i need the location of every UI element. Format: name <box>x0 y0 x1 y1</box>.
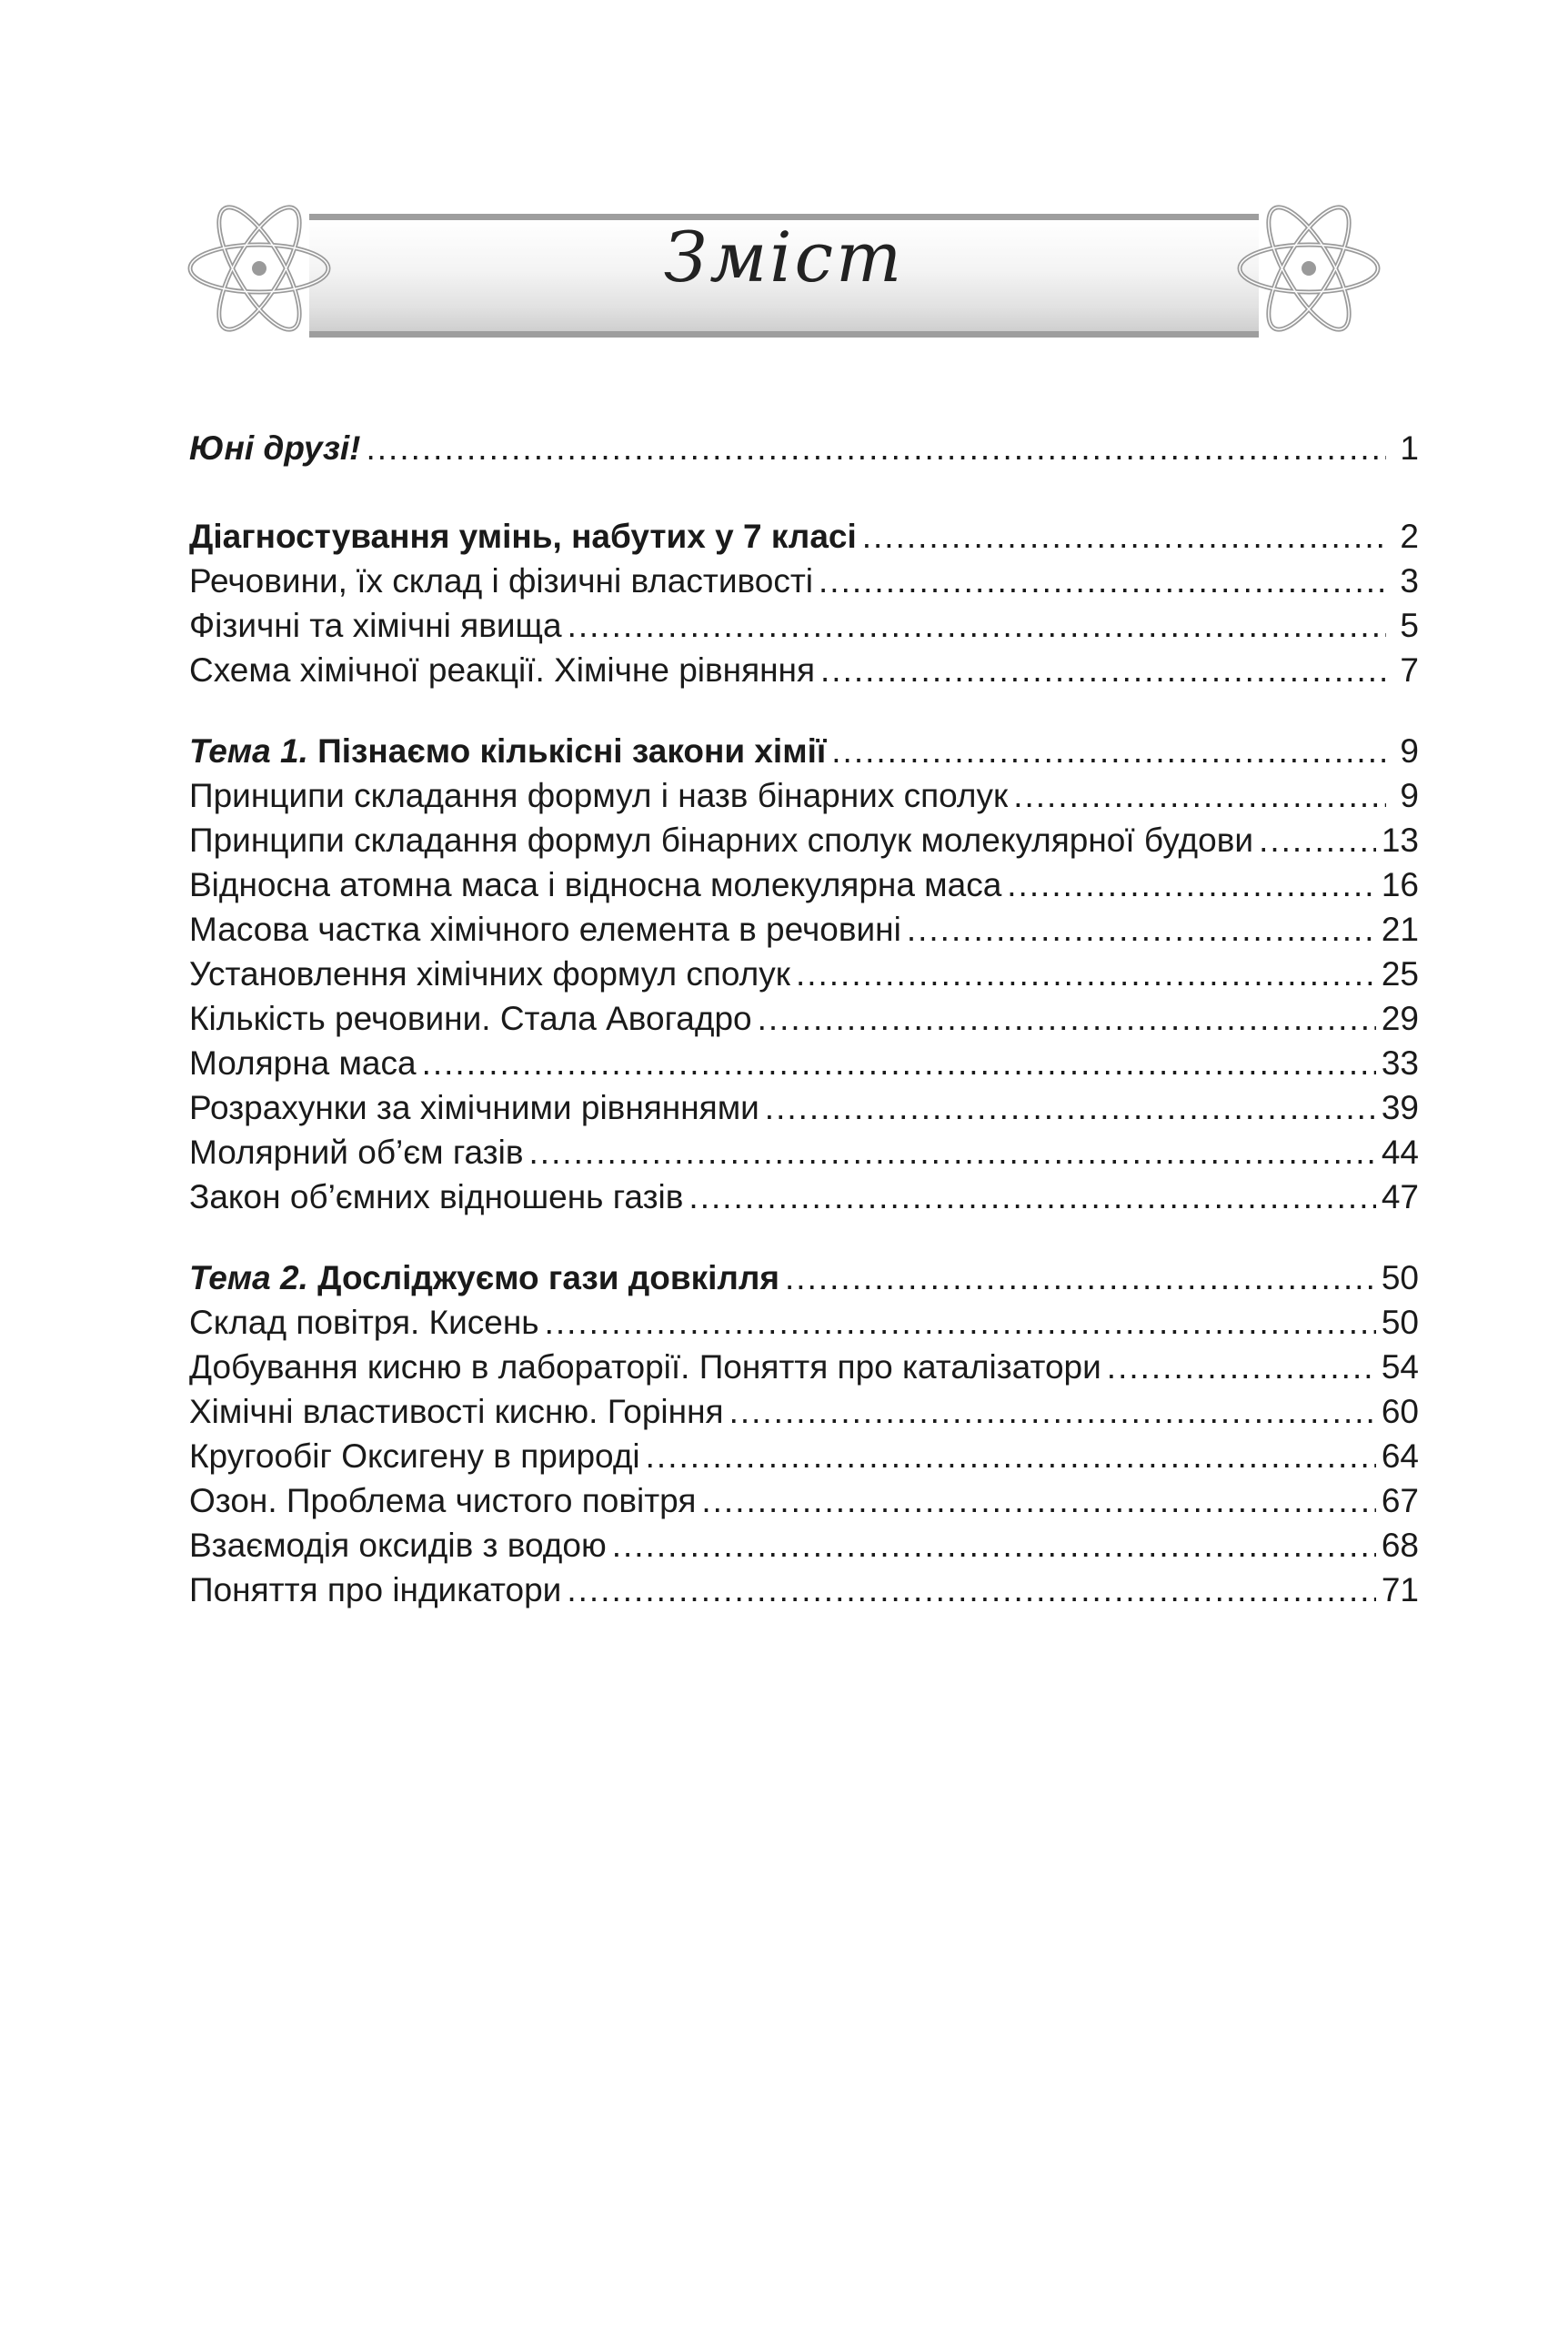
toc-entry[interactable] <box>189 1130 1419 1175</box>
toc-entry-title: Склад повітря. Кисень <box>189 1304 539 1341</box>
toc-page-number: 54 <box>1381 1348 1419 1386</box>
toc-entry[interactable] <box>189 952 1419 996</box>
toc-section-diagnostics <box>189 514 1419 692</box>
toc-page-number: 3 <box>1400 562 1419 600</box>
toc-section-topic-1 <box>189 729 1419 1219</box>
dot-leader <box>367 426 1387 470</box>
toc-page-number: 60 <box>1381 1393 1419 1430</box>
dot-leader <box>785 1255 1376 1300</box>
toc-entry[interactable] <box>189 603 1419 648</box>
toc-entry-title <box>189 729 826 773</box>
toc-page-number: 2 <box>1400 518 1419 555</box>
dot-leader <box>612 1523 1376 1568</box>
toc-page-number: 9 <box>1400 732 1419 770</box>
toc-entry[interactable] <box>189 773 1419 818</box>
dot-leader <box>862 514 1386 559</box>
toc-entry[interactable] <box>189 1434 1419 1478</box>
toc-page-number: 64 <box>1381 1437 1419 1475</box>
dot-leader <box>646 1434 1376 1478</box>
dot-leader <box>567 1568 1375 1612</box>
toc-entry[interactable] <box>189 996 1419 1041</box>
toc-section-heading[interactable] <box>189 729 1419 773</box>
atom-icon-right <box>1231 191 1386 346</box>
page-title: Зміст <box>663 217 905 297</box>
toc-section-heading[interactable] <box>189 1255 1419 1300</box>
toc-section-topic-2 <box>189 1255 1419 1612</box>
dot-leader <box>1259 818 1376 862</box>
toc-entry-title <box>189 1255 779 1300</box>
toc-entry[interactable] <box>189 1300 1419 1345</box>
toc-entry-title: Масова частка хімічного елемента в речовині <box>189 911 901 948</box>
toc-entry-title: Кругообіг Оксигену в природі <box>189 1437 640 1475</box>
toc-entry-title: Молярний об’єм газів <box>189 1134 524 1171</box>
dot-leader <box>819 559 1386 603</box>
toc-page-number: 39 <box>1381 1089 1419 1126</box>
toc-entry-title: Речовини, їх склад і фізичні властивості <box>189 562 814 600</box>
toc-entry[interactable] <box>189 648 1419 692</box>
toc-entry[interactable] <box>189 1568 1419 1612</box>
toc-entry[interactable] <box>189 907 1419 952</box>
toc-page-number: 21 <box>1381 911 1419 948</box>
toc-entry-title: Закон об’ємних відношень газів <box>189 1178 684 1215</box>
dot-leader <box>758 996 1376 1041</box>
toc-entry-title: Молярна маса <box>189 1044 417 1082</box>
toc-page-number: 50 <box>1381 1304 1419 1341</box>
toc-entry-title: Озон. Проблема чистого повітря <box>189 1482 697 1519</box>
topic-prefix: Тема 2. <box>189 1259 308 1296</box>
toc-page-number: 33 <box>1381 1044 1419 1082</box>
toc-entry[interactable] <box>189 559 1419 603</box>
toc-entry-title: Схема хімічної реакції. Хімічне рівняння <box>189 651 816 689</box>
dot-leader <box>701 1478 1375 1523</box>
dot-leader <box>907 907 1376 952</box>
toc-page-number: 50 <box>1381 1259 1419 1296</box>
dot-leader <box>796 952 1376 996</box>
toc-entry[interactable] <box>189 1389 1419 1434</box>
toc-entry[interactable] <box>189 1041 1419 1085</box>
header-banner <box>182 191 1386 346</box>
toc-page-number: 68 <box>1381 1527 1419 1564</box>
toc-page-number: 44 <box>1381 1134 1419 1171</box>
dot-leader <box>529 1130 1376 1175</box>
toc-page-number: 71 <box>1381 1571 1419 1608</box>
toc-entry-title: Взаємодія оксидів з водою <box>189 1527 607 1564</box>
toc-entry-title: Установлення хімічних формул сполук <box>189 955 790 993</box>
toc-page-number: 9 <box>1400 777 1419 814</box>
toc-entry-title: Юні друзі! <box>189 429 361 467</box>
toc-section-heading[interactable] <box>189 514 1419 559</box>
dot-leader <box>765 1085 1376 1130</box>
toc-entry[interactable] <box>189 1175 1419 1219</box>
toc-entry[interactable] <box>189 1345 1419 1389</box>
dot-leader <box>1013 773 1386 818</box>
toc-entry-title: Принципи складання формул і назв бінарних сполук <box>189 777 1009 814</box>
toc-page-number: 5 <box>1400 607 1419 644</box>
toc-entry-intro[interactable] <box>189 426 1419 470</box>
toc-entry-title: Принципи складання формул бінарних сполук молекулярної будови <box>189 822 1254 859</box>
toc-page-number: 25 <box>1381 955 1419 993</box>
toc-entry[interactable] <box>189 1523 1419 1568</box>
topic-title: Досліджуємо гази довкілля <box>317 1259 780 1296</box>
toc-page-number: 47 <box>1381 1178 1419 1215</box>
toc-entry-title: Розрахунки за хімічними рівняннями <box>189 1089 759 1126</box>
toc-entry-title: Поняття про індикатори <box>189 1571 562 1608</box>
dot-leader <box>1007 862 1376 907</box>
dot-leader <box>545 1300 1376 1345</box>
toc-entry-title: Кількість речовини. Стала Авогадро <box>189 1000 752 1037</box>
toc-entry[interactable] <box>189 1085 1419 1130</box>
topic-prefix: Тема 1. <box>189 732 308 770</box>
dot-leader <box>1107 1345 1376 1389</box>
toc-page-number: 16 <box>1381 866 1419 903</box>
dot-leader <box>820 648 1386 692</box>
dot-leader <box>689 1175 1375 1219</box>
toc-entry-title: Фізичні та хімічні явища <box>189 607 562 644</box>
toc-entry[interactable] <box>189 818 1419 862</box>
topic-title: Пізнаємо кількісні закони хімії <box>317 732 827 770</box>
toc-page-number: 29 <box>1381 1000 1419 1037</box>
toc-page-number: 13 <box>1381 822 1419 859</box>
toc-entry[interactable] <box>189 862 1419 907</box>
dot-leader <box>422 1041 1376 1085</box>
table-of-contents <box>189 426 1419 1648</box>
toc-entry-title: Хімічні властивості кисню. Горіння <box>189 1393 724 1430</box>
toc-entry-title: Діагностування умінь, набутих у 7 класі <box>189 518 857 555</box>
toc-page-number: 7 <box>1400 651 1419 689</box>
toc-entry[interactable] <box>189 1478 1419 1523</box>
dot-leader <box>568 603 1386 648</box>
dot-leader <box>729 1389 1376 1434</box>
toc-entry-title: Відносна атомна маса і відносна молекулярна маса <box>189 866 1002 903</box>
dot-leader <box>831 729 1386 773</box>
toc-section-intro <box>189 426 1419 470</box>
toc-entry-title: Добування кисню в лабораторії. Поняття про каталізатори <box>189 1348 1101 1386</box>
toc-page-number: 67 <box>1381 1482 1419 1519</box>
toc-page-number: 1 <box>1400 429 1419 467</box>
